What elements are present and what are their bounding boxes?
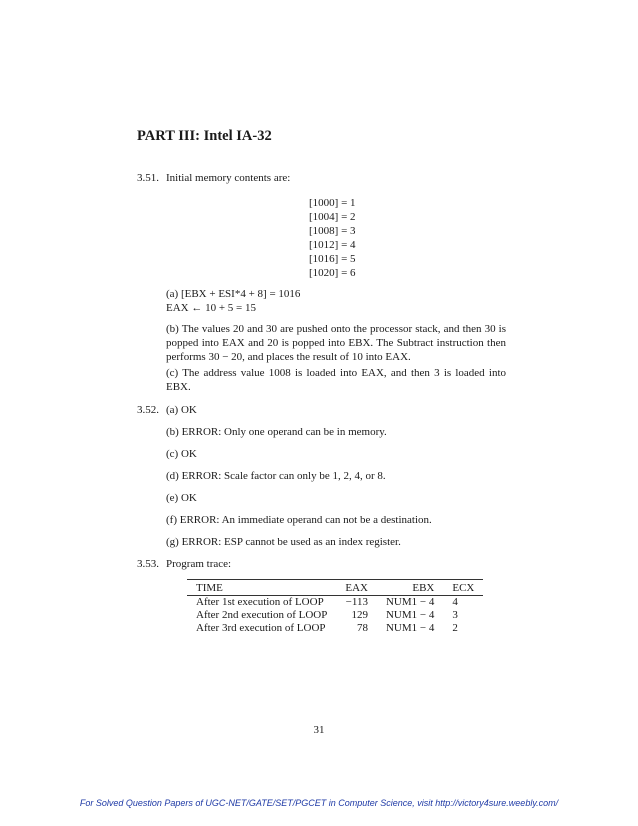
cell-eax: −113	[345, 596, 368, 608]
memory-line: [1012] = 4	[309, 239, 356, 251]
memory-line: [1004] = 2	[309, 211, 356, 223]
cell-ecx: 2	[452, 622, 458, 634]
question-3-53-intro: Program trace:	[166, 558, 232, 570]
answer-3-52-item: (g) ERROR: ESP cannot be used as an index register.	[166, 536, 401, 548]
part-title: PART III: Intel IA-32	[137, 128, 272, 144]
memory-line: [1020] = 6	[309, 267, 356, 279]
cell-time: After 1st execution of LOOP	[196, 596, 324, 608]
table-header-row	[187, 580, 483, 596]
cell-time: After 2nd execution of LOOP	[196, 609, 328, 621]
answer-3-52-item: (c) OK	[166, 448, 197, 460]
question-3-52-label: 3.52.	[137, 404, 159, 416]
column-header-ebx: EBX	[377, 580, 443, 596]
answer-3-52-item: (d) ERROR: Scale factor can only be 1, 2, 4, or 8.	[166, 470, 386, 482]
table-row	[187, 596, 483, 610]
program-trace-table	[187, 579, 483, 635]
answer-3-52-item: (a) OK	[166, 404, 197, 416]
column-header-time: TIME	[187, 580, 336, 596]
cell-time: After 3rd execution of LOOP	[196, 622, 326, 634]
cell-ebx: NUM1 − 4	[385, 596, 435, 608]
column-header-ecx: ECX	[443, 580, 483, 596]
footer-link[interactable]: For Solved Question Papers of UGC-NET/GATE/SET/PGCET in Computer Science, visit http://victory4sure.weebly.com/	[79, 798, 559, 808]
memory-line: [1016] = 5	[309, 253, 356, 265]
answer-3-52-item: (e) OK	[166, 492, 197, 504]
answer-3-52-item: (f) ERROR: An immediate operand can not be a destination.	[166, 514, 432, 526]
cell-eax: 129	[351, 609, 368, 621]
answer-3-51-a-line1: (a) [EBX + ESI*4 + 8] = 1016	[166, 288, 301, 300]
cell-ecx: 4	[452, 596, 458, 608]
page-number: 31	[313, 724, 325, 736]
cell-ecx: 3	[452, 609, 458, 621]
cell-eax: 78	[356, 622, 368, 634]
column-header-eax: EAX	[336, 580, 377, 596]
answer-3-51-a-line2: EAX ← 10 + 5 = 15	[166, 302, 257, 314]
cell-ebx: NUM1 − 4	[385, 609, 435, 621]
question-3-51-intro: Initial memory contents are:	[166, 172, 291, 184]
question-3-53-label: 3.53.	[137, 558, 159, 570]
answer-3-51-c: (c) The address value 1008 is loaded into EAX, and then 3 is loaded into EBX.	[166, 367, 506, 393]
answer-3-51-b: (b) The values 20 and 30 are pushed onto the processor stack, and then 30 is popped into EAX and 20 is popped into EBX. The Subtract instruction then performs 30 − 20, and places the result of 10 into EAX.	[166, 323, 506, 363]
table-row	[187, 622, 483, 635]
question-3-51-label: 3.51.	[137, 172, 159, 184]
cell-ebx: NUM1 − 4	[385, 622, 435, 634]
answer-3-52-item: (b) ERROR: Only one operand can be in memory.	[166, 426, 387, 438]
table-row	[187, 609, 483, 622]
memory-line: [1000] = 1	[309, 197, 356, 209]
memory-line: [1008] = 3	[309, 225, 356, 237]
